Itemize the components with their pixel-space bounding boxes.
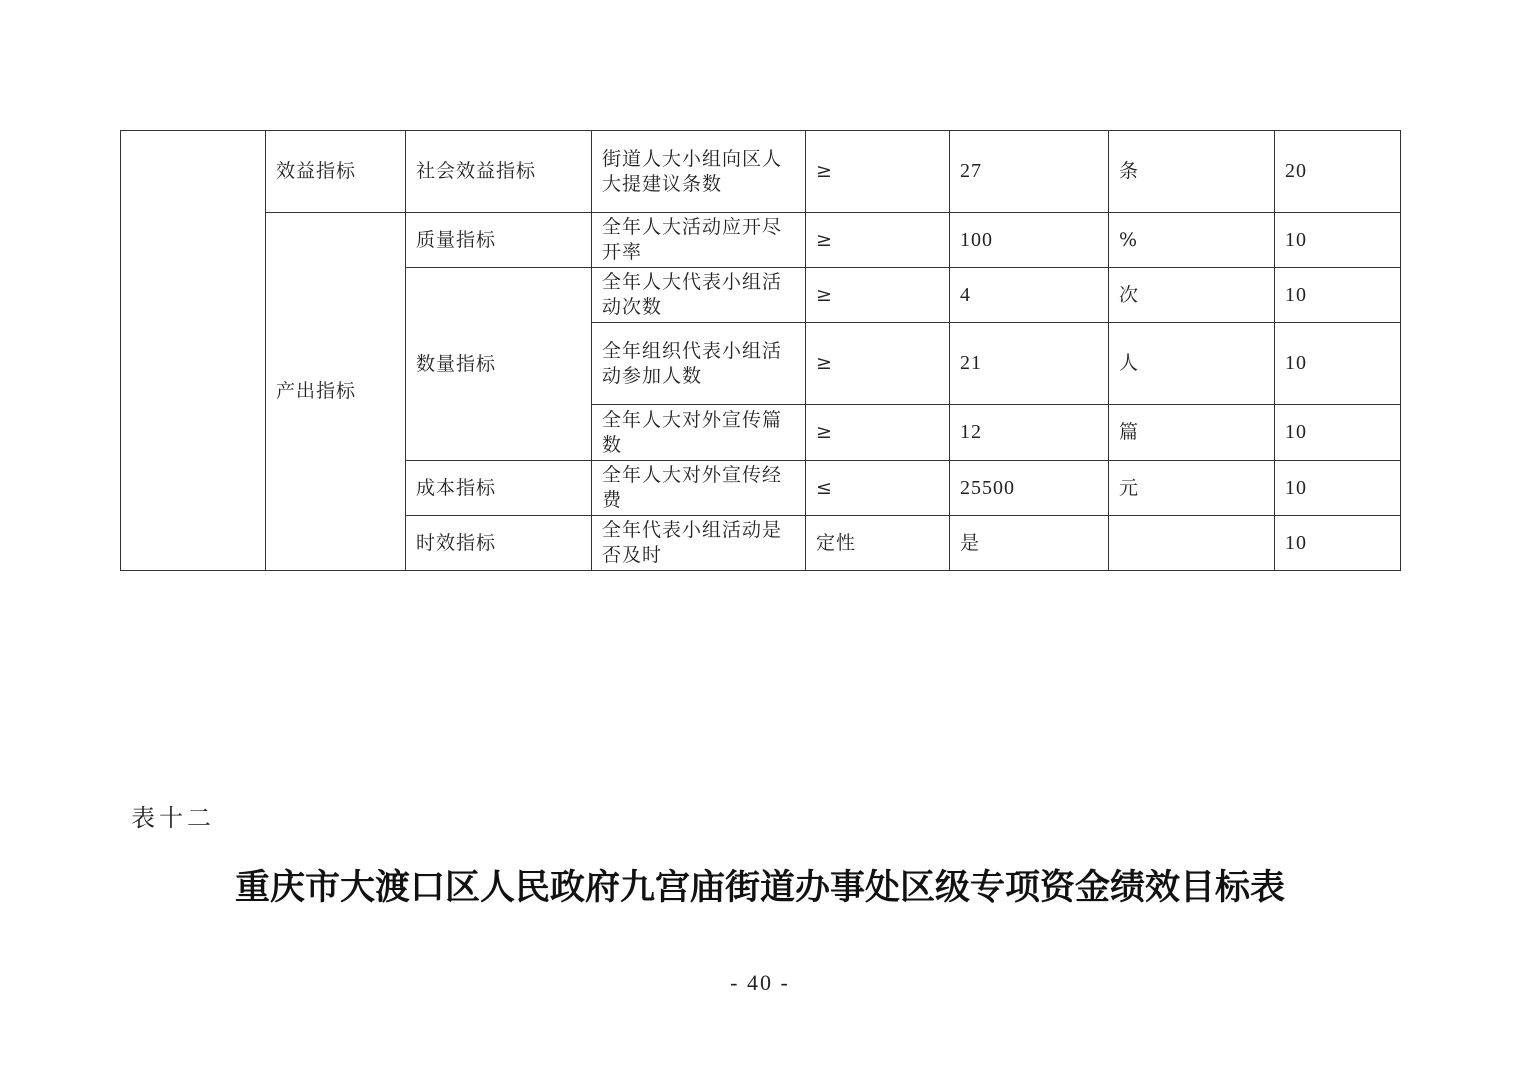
score-cell: 10: [1275, 213, 1401, 268]
score-cell: 10: [1275, 405, 1401, 461]
level3-indicator-cell: 质量指标: [406, 213, 592, 268]
score-cell: 20: [1275, 131, 1401, 213]
operator-cell: 定性: [806, 516, 950, 571]
target-value-cell: 100: [950, 213, 1109, 268]
score-cell: 10: [1275, 323, 1401, 405]
table-number-label: 表十二: [131, 804, 215, 832]
level3-indicator-cell: 成本指标: [406, 461, 592, 516]
indicator-description-cell: 街道人大小组向区人大提建议条数: [592, 131, 806, 213]
target-value-cell: 是: [950, 516, 1109, 571]
target-value-cell: 21: [950, 323, 1109, 405]
unit-cell: 条: [1109, 131, 1275, 213]
target-value-cell: 25500: [950, 461, 1109, 516]
level2-indicator-cell: 效益指标: [266, 131, 406, 213]
indicator-description-cell: 全年代表小组活动是否及时: [592, 516, 806, 571]
operator-cell: ≥: [806, 131, 950, 213]
indicator-description-cell: 全年人大对外宣传篇数: [592, 405, 806, 461]
score-cell: 10: [1275, 461, 1401, 516]
level3-indicator-cell: 时效指标: [406, 516, 592, 571]
table-row: [121, 131, 1401, 213]
unit-cell: 人: [1109, 323, 1275, 405]
unit-cell: 篇: [1109, 405, 1275, 461]
indicator-description-cell: 全年人大对外宣传经费: [592, 461, 806, 516]
operator-cell: ≥: [806, 405, 950, 461]
indicator-description-cell: 全年组织代表小组活动参加人数: [592, 323, 806, 405]
level1-indicator-cell: [121, 131, 266, 571]
indicator-description-cell: 全年人大代表小组活动次数: [592, 268, 806, 323]
unit-cell: 元: [1109, 461, 1275, 516]
operator-cell: ≥: [806, 323, 950, 405]
operator-cell: ≥: [806, 268, 950, 323]
level2-indicator-cell: 产出指标: [266, 213, 406, 571]
score-cell: 10: [1275, 268, 1401, 323]
unit-cell: %: [1109, 213, 1275, 268]
page-number: - 40 -: [730, 970, 790, 995]
score-cell: 10: [1275, 516, 1401, 571]
document-title: 重庆市大渡口区人民政府九宫庙街道办事处区级专项资金绩效目标表: [234, 867, 1285, 908]
performance-indicator-table: [120, 130, 1401, 571]
target-value-cell: 27: [950, 131, 1109, 213]
operator-cell: ≥: [806, 213, 950, 268]
table-row: [121, 213, 1401, 268]
level3-indicator-cell: 数量指标: [406, 268, 592, 461]
level3-indicator-cell: 社会效益指标: [406, 131, 592, 213]
target-value-cell: 12: [950, 405, 1109, 461]
unit-cell: 次: [1109, 268, 1275, 323]
target-value-cell: 4: [950, 268, 1109, 323]
unit-cell: [1109, 516, 1275, 571]
indicator-description-cell: 全年人大活动应开尽开率: [592, 213, 806, 268]
operator-cell: ≤: [806, 461, 950, 516]
